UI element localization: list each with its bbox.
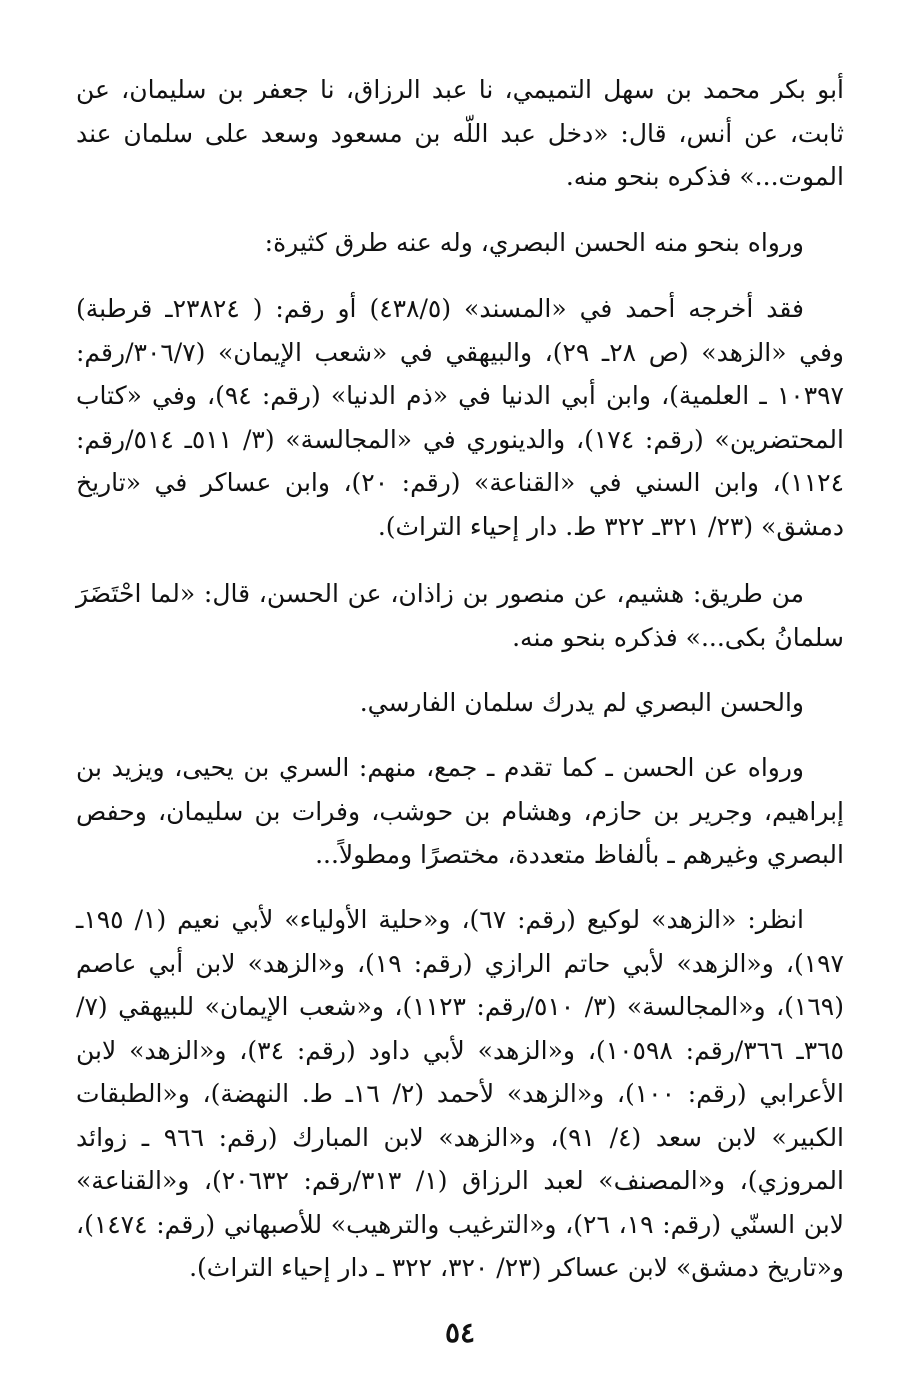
paragraph-takhrij-ahmad: فقد أخرجه أحمد في «المسند» (٤٣٨/٥) أو رقم: ( ٢٣٨٢٤ـ قرطبة) وفي «الزهد» (ص ٢٨ـ ٢٩)، والبيهقي في «شعب الإيمان» (٣٠٦/٧/رقم: ١٠٣٩٧ ـ العلمية)، وابن أبي الدنيا في «ذم الدنيا» (رقم: ٩٤)، وفي «كتاب المحتضرين» (رقم: ١٧٤)، والدينوري في «المجالسة» (٣/ ٥١١ـ ٥١٤/رقم: ١١٢٤)، وابن السني في «القناعة» (رقم: ٢٠)، وابن عساكر في «تاريخ دمشق» (٢٣/ ٣٢١ـ ٣٢٢ ط. دار إحياء التراث).	[76, 294, 844, 541]
paragraph-hasan-basri-intro: ورواه بنحو منه الحسن البصري، وله عنه طرق كثيرة:	[264, 228, 804, 257]
paragraph-hasan-not-meet-salman: والحسن البصري لم يدرك سلمان الفارسي.	[359, 688, 804, 717]
paragraph-references: انظر: «الزهد» لوكيع (رقم: ٦٧)، و«حلية الأولياء» لأبي نعيم (١/ ١٩٥ـ ١٩٧)، و«الزهد» لأبي حاتم الرازي (رقم: ١٩)، و«الزهد» لابن أبي عاصم (١٦٩)، و«المجالسة» (٣/ ٥١٠/رقم: ١١٢٣)، و«شعب الإيمان» للبيهقي (٧/ ٣٦٥ـ ٣٦٦/رقم: ١٠٥٩٨)، و«الزهد» لأبي داود (رقم: ٣٤)، و«الزهد» لابن الأعرابي (رقم: ١٠٠)، و«الزهد» لأحمد (٢/ ١٦ـ ط. النهضة)، و«الطبقات الكبير» لابن سعد (٤/ ٩١)، و«الزهد» لابن المبارك (رقم: ٩٦٦ ـ زوائد المروزي)، و«المصنف» لعبد الرزاق (١/ ٣١٣/رقم: ٢٠٦٣٢)، و«القناعة» لابن السنّي (رقم: ١٩، ٢٦)، و«الترغيب والترهيب» للأصبهاني (رقم: ١٤٧٤)، و«تاريخ دمشق» لابن عساكر (٢٣/ ٣٢٠، ٣٢٢ ـ دار إحياء التراث).	[76, 905, 845, 1282]
page-number: ٥٤	[444, 1316, 476, 1349]
paragraph-hushaym-route: من طريق: هشيم، عن منصور بن زاذان، عن الحسن، قال: «لما احْتَضَرَ سلمانُ بكى...» فذكره بنحو منه.	[76, 579, 844, 652]
paragraph-isnad-continuation: أبو بكر محمد بن سهل التميمي، نا عبد الرزاق، نا جعفر بن سليمان، عن ثابت، عن أنس، قال: «دخل عبد اللّه بن مسعود وسعد على سلمان عند الموت...» فذكره بنحو منه.	[76, 75, 844, 191]
paragraph-narrators-from-hasan: ورواه عن الحسن ـ كما تقدم ـ جمع، منهم: السري بن يحيى، ويزيد بن إبراهيم، وجرير بن حازم، وهشام بن حوشب، وفرات بن سليمان، وحفص البصري وغيرهم ـ بألفاظ متعددة، مختصرًا ومطولاً...	[76, 753, 844, 869]
